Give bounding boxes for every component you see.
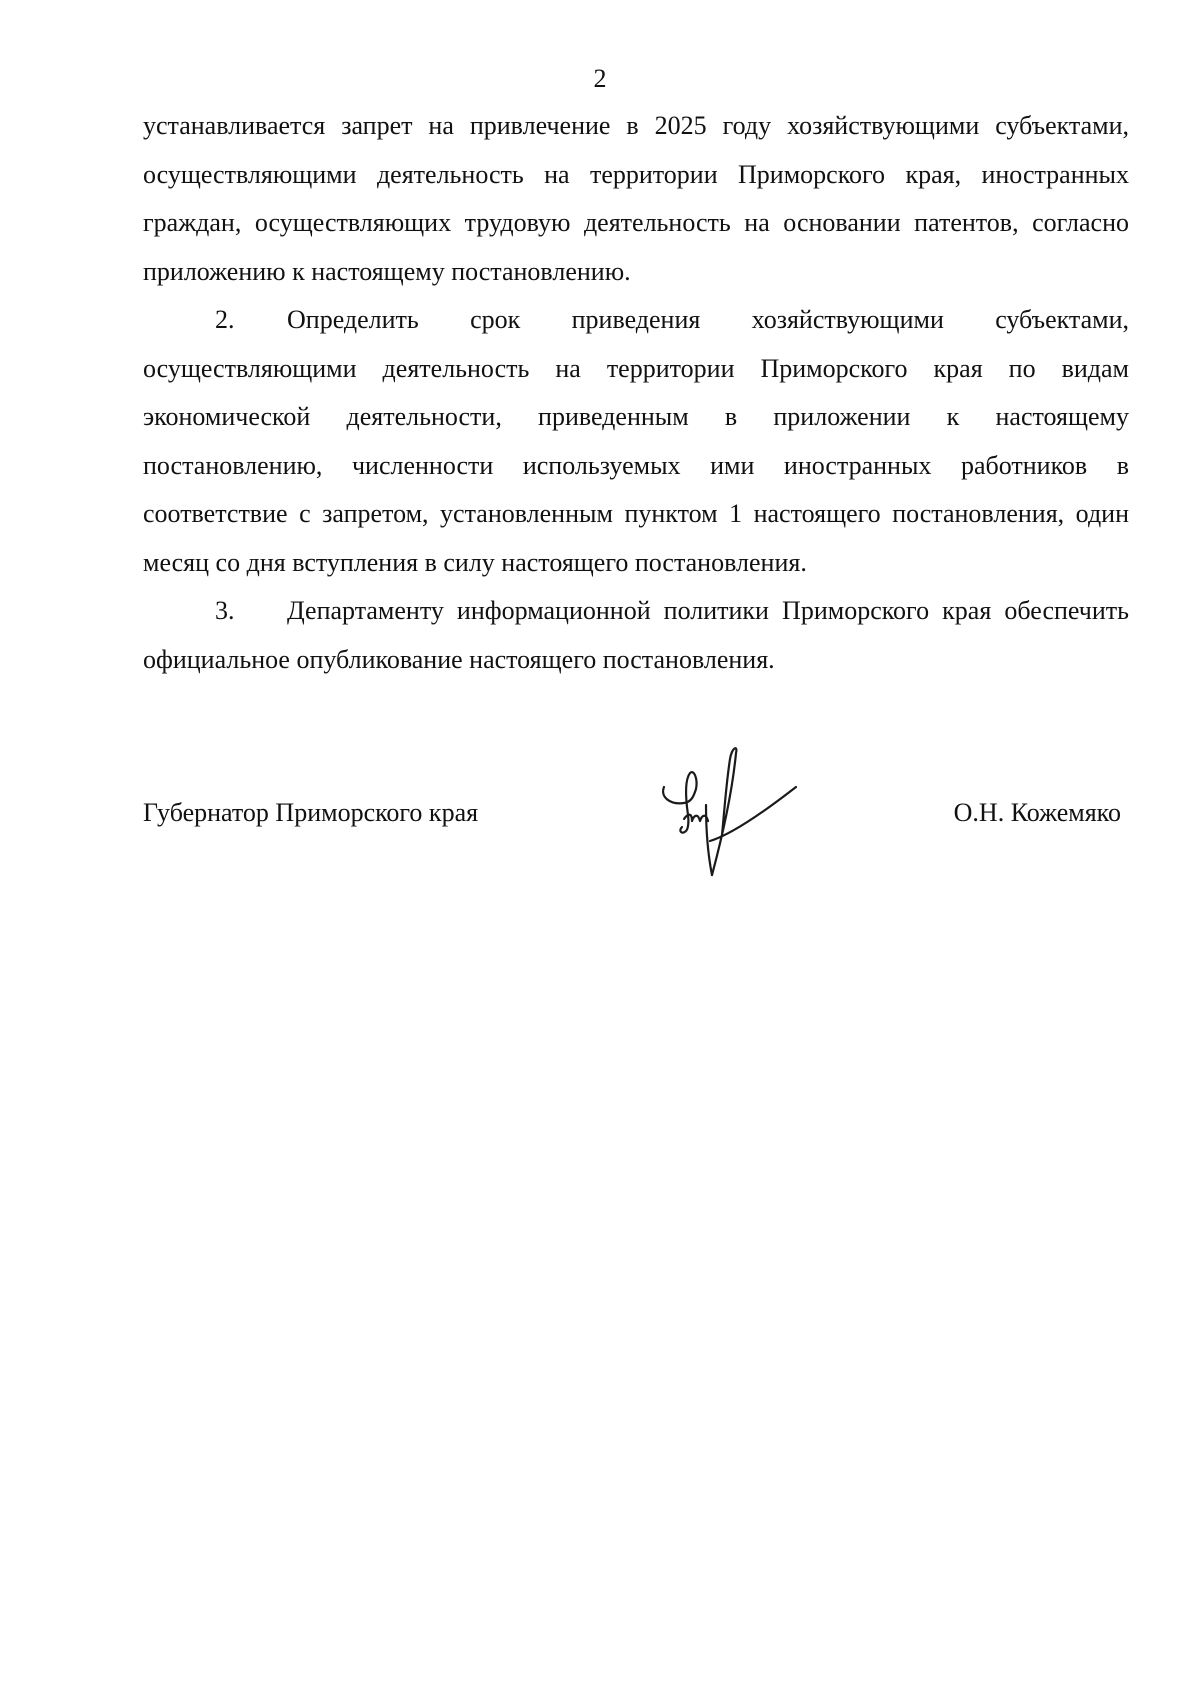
continuation-paragraph: устанавливается запрет на привлечение в 2025 году хозяйствующими субъектами, осуществляющими деятельность на территории Приморского края, иностранных граждан, осуществляющих трудовую деятельность на основании патентов, согласно приложению к настоящему постановлению. (143, 111, 1129, 286)
item-3-text: Департаменту информационной политики Приморского края обеспечить официальное опубликование настоящего постановления. (143, 596, 1129, 674)
signer-position-title: Губернатор Приморского края (143, 798, 479, 827)
item-3-paragraph (143, 587, 1129, 684)
item-3-number: 3. (215, 596, 235, 625)
page-number: 2 (593, 64, 607, 93)
item-2-number: 2. (215, 305, 235, 334)
signature-block (143, 793, 1121, 833)
item-2-text: Определить срок приведения хозяйствующими субъектами, осуществляющими деятельность на территории Приморского края по видам экономической деятельности, приведенным в приложении к настоящему постановлению, численности используемых ими иностранных работников в соответствие с запретом, установленным пунктом 1 настоящего постановления, один месяц со дня вступления в силу настоящего постановления. (143, 305, 1129, 577)
handwritten-signature (650, 735, 810, 885)
signer-name: О.Н. Кожемяко (953, 798, 1121, 827)
document-body (143, 102, 1129, 684)
item-2-paragraph (143, 296, 1129, 587)
